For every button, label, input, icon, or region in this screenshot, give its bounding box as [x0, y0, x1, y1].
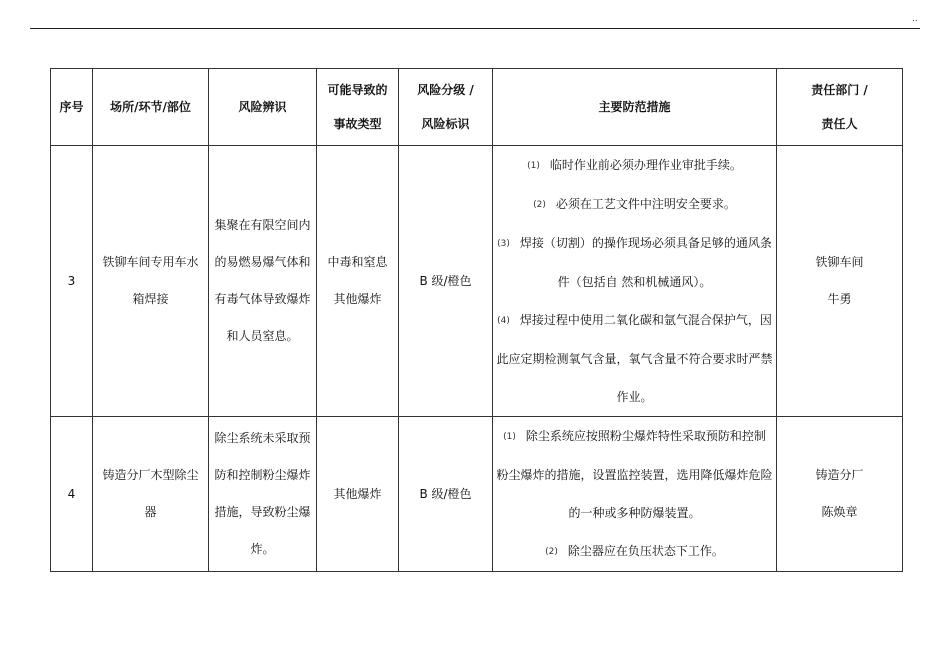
measure-line	[493, 224, 776, 263]
risk-control-table	[50, 68, 903, 572]
header-location: 场所/环节/部位	[93, 69, 209, 146]
table-row	[51, 417, 903, 572]
measure-line	[493, 417, 776, 456]
cell-dept	[777, 417, 903, 572]
measure-text: 除尘器应在负压状态下工作。	[567, 544, 724, 558]
measure-line	[493, 378, 776, 416]
header-grade-line1: 风险分级 /	[417, 83, 474, 97]
cell-grade: B 级/橙色	[399, 146, 493, 417]
measure-number: (2)	[545, 547, 558, 557]
location-line: 箱焊接	[132, 292, 169, 306]
risk-line: 的易燃易爆气体和	[214, 255, 311, 269]
dept-line: 铁铆车间	[815, 255, 864, 269]
measure-line	[493, 263, 776, 301]
accident-line: 其他爆炸	[333, 486, 382, 501]
cell-accident	[317, 417, 399, 572]
header-grade-line2: 风险标识	[421, 117, 470, 131]
risk-line: 除尘系统未采取预	[214, 431, 311, 445]
measure-line	[493, 532, 776, 571]
measure-line	[493, 340, 776, 378]
measure-text: 粉尘爆炸的措施，设置监控装置，选用降低爆炸危险	[496, 468, 773, 482]
corner-mark: ..	[912, 14, 918, 24]
measure-text: 的一种或多种防爆装置。	[568, 506, 701, 520]
header-accident-type	[317, 69, 399, 146]
cell-grade: B 级/橙色	[399, 417, 493, 572]
measure-number: (2)	[533, 200, 546, 210]
cell-measures	[493, 417, 777, 572]
cell-measures	[493, 146, 777, 417]
measure-text: 临时作业前必须办理作业审批手续。	[549, 158, 742, 172]
risk-line: 炸。	[250, 542, 275, 556]
measure-text: 除尘系统应按照粉尘爆炸特性采取预防和控制	[525, 429, 766, 443]
location-line: 器	[144, 505, 157, 519]
measure-text: 焊接（切割）的操作现场必须具备足够的通风条	[519, 236, 772, 250]
header-dept-line1: 责任部门 /	[811, 83, 868, 97]
measure-text: 此应定期检测氧气含量，氧气含量不符合要求时严禁	[496, 352, 773, 366]
measure-line	[493, 301, 776, 340]
person-line: 陈焕章	[821, 505, 858, 519]
table-row	[51, 146, 903, 417]
person-line: 牛勇	[827, 292, 852, 306]
measure-line	[493, 146, 776, 185]
risk-line: 和人员窒息。	[226, 329, 299, 343]
risk-line: 措施，导致粉尘爆	[214, 505, 311, 519]
accident-line: 中毒和窒息	[327, 255, 388, 269]
header-accident-line1: 可能导致的	[327, 83, 388, 97]
measure-text: 必须在工艺文件中注明安全要求。	[555, 197, 736, 211]
cell-accident	[317, 146, 399, 417]
cell-location	[93, 417, 209, 572]
location-line: 铸造分厂木型除尘	[102, 468, 199, 482]
measure-line	[493, 494, 776, 532]
measure-line	[493, 185, 776, 224]
cell-no: 3	[51, 146, 93, 417]
header-risk: 风险辨识	[209, 69, 317, 146]
cell-risk	[209, 417, 317, 572]
header-dept-line2: 责任人	[821, 117, 858, 131]
dept-line: 铸造分厂	[815, 468, 864, 482]
table-header-row	[51, 69, 903, 146]
cell-no: 4	[51, 417, 93, 572]
measure-number: (1)	[527, 161, 540, 171]
header-dept	[777, 69, 903, 146]
header-no: 序号	[51, 69, 93, 146]
header-measures: 主要防范措施	[493, 69, 777, 146]
header-grade	[399, 69, 493, 146]
location-line: 铁铆车间专用车水	[102, 255, 199, 269]
measure-text: 件（包括自 然和机械通风）。	[557, 275, 712, 289]
measure-line	[493, 456, 776, 494]
cell-dept	[777, 146, 903, 417]
risk-line: 集聚在有限空间内	[214, 218, 311, 232]
measure-number: (3)	[497, 239, 510, 249]
risk-line: 防和控制粉尘爆炸	[214, 468, 311, 482]
measure-number: (1)	[503, 432, 516, 442]
cell-location	[93, 146, 209, 417]
measure-text: 焊接过程中使用二氧化碳和氩气混合保护气，因	[519, 313, 772, 327]
measure-number: (4)	[497, 316, 510, 326]
measure-text: 作业。	[616, 390, 653, 404]
accident-line: 其他爆炸	[333, 292, 382, 306]
header-accident-line2: 事故类型	[333, 117, 382, 131]
risk-line: 有毒气体导致爆炸	[214, 292, 311, 306]
header-rule	[30, 28, 920, 29]
cell-risk	[209, 146, 317, 417]
